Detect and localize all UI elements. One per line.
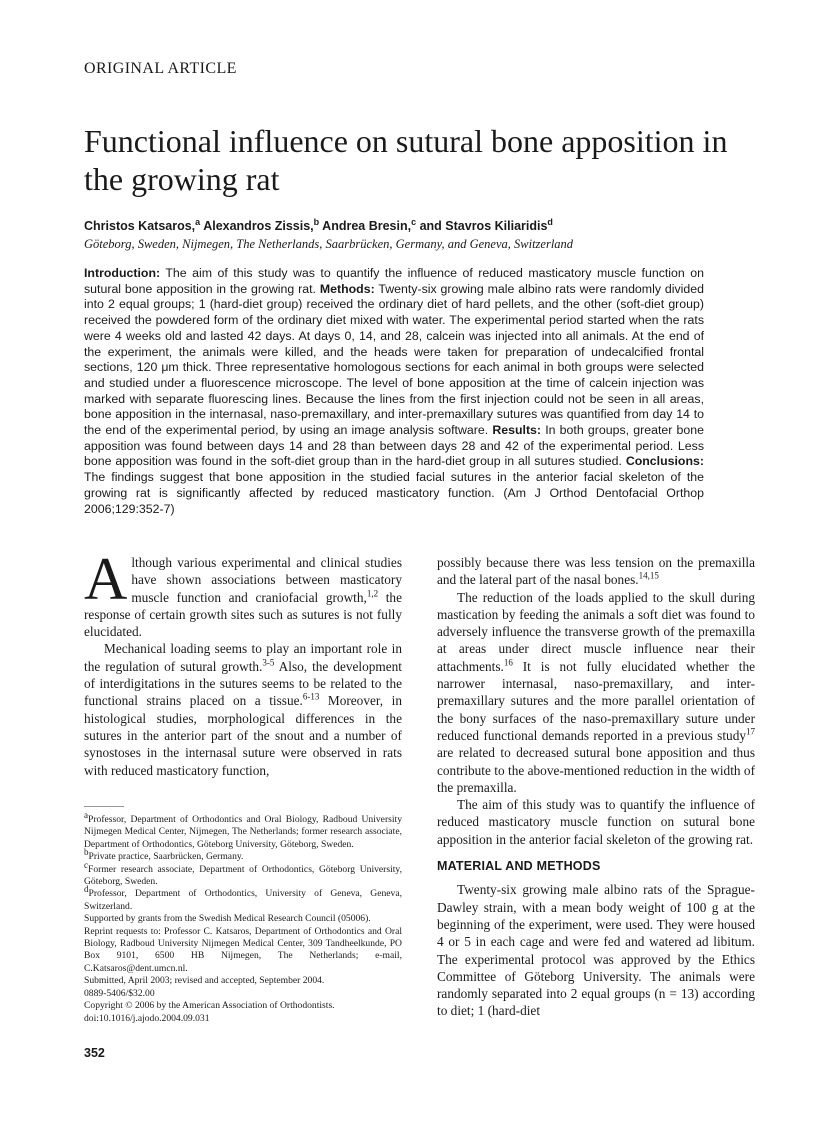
citation-ref: 16 — [503, 657, 513, 668]
body-text: are related to decreased sutural bone apposition and thus contribute to the above-mentioned reduction in the width of the premaxilla. — [437, 745, 755, 795]
footnote — [84, 988, 402, 1000]
abstract-conclusions-label: Conclusions: — [625, 454, 704, 469]
body-column-left — [84, 546, 402, 779]
citation-ref: 6-13 — [302, 691, 320, 702]
author-name: Andrea Bresin, — [322, 219, 412, 233]
footnote-marker: a — [84, 809, 88, 820]
body-text: possibly because there was less tension on the premaxilla and the lateral part of the nasal bones. — [437, 555, 755, 588]
citation-ref: 1,2 — [366, 588, 379, 599]
abstract-intro-text: The aim of this study was to quantify the influence of reduced masticatory muscle function on sutural bone apposition in the growing rat. — [84, 266, 704, 296]
body-paragraph — [84, 546, 402, 640]
footnote-text: Copyright © 2006 by the American Association of Orthodontists. — [84, 1000, 335, 1012]
footnote — [84, 975, 402, 987]
page-number: 352 — [84, 1046, 105, 1060]
footnote — [84, 1000, 402, 1012]
body-text: the response of certain growth sites such as sutures is not fully elucidated. — [84, 589, 402, 640]
footnote — [84, 859, 402, 889]
footnote — [84, 847, 402, 863]
footnotes — [84, 809, 402, 1025]
drop-cap: A — [84, 546, 128, 612]
body-text: It is not fully elucidated whether the narrower internasal, naso-premaxillary, and inter-premaxillary sutures and the more parallel orientation of the bony surfaces of the naso-premaxillary suture under reduced functional demands reported in a previous study — [437, 658, 755, 743]
footnote-text: doi:10.1016/j.ajodo.2004.09.031 — [84, 1012, 210, 1024]
footnote-marker: d — [84, 884, 89, 895]
abstract-methods-text: Twenty-six growing male albino rats were randomly divided into 2 equal groups; 1 (hard-diet group) received the ordinary diet of hard pellets, and the other (soft-diet group) received the powdered form of the ordinary diet mixed with water. The experimental period started when the rats were 4 weeks old and lasted 42 days. At days 0, 14, and 28, calcein was injected into all animals. At the end of the experiment, the animals were killed, and the heads were taken for preparation of undecalcified frontal sections, 120 μm thick. Three representative homologous sections for each animal in both groups were selected and studied under a fluorescence microscope. The level of bone apposition at the time of calcein injection was marked with separate fluorescing lines. Because the lines from the first injection could not be seen in all areas, bone apposition in the internasal, naso-premaxillary, and inter-premaxillary sutures was quantified from day 14 to the end of the experimental period, by using an image analysis software. — [84, 281, 704, 438]
section-label: ORIGINAL ARTICLE — [84, 60, 237, 77]
footnote-text: Former research associate, Department of Orthodontics, Göteborg University, Göteborg, Sweden. — [84, 863, 402, 888]
body-paragraph — [84, 640, 402, 778]
body-paragraph — [437, 554, 755, 589]
body-text: lthough various experimental and clinical studies have shown associations between masticatory muscle function and craniofacial growth, — [131, 555, 402, 605]
body-text: Mechanical loading seems to play an important role in the regulation of sutural growth. — [84, 641, 402, 674]
footnote-text: Reprint requests to: Professor C. Katsaros, Department of Orthodontics and Oral Biology, Radboud University Nijmegen Medical Center, 309 Tandheelkunde, PO Box 9101, 6500 HB Nijmegen, The Netherlands; e-mail, C.Katsaros@dent.umcn.nl. — [84, 925, 402, 974]
abstract-methods-label: Methods: — [319, 281, 375, 296]
author-name: and Stavros Kiliaridis — [419, 219, 548, 233]
abstract-intro-label: Introduction: — [84, 266, 161, 280]
author-affil-sup: b — [313, 216, 320, 227]
author-name: Alexandros Zissis, — [203, 219, 314, 233]
author-list — [84, 216, 553, 233]
footnote-marker: b — [84, 847, 89, 858]
citation-ref: 17 — [746, 726, 755, 737]
footnote-text: Supported by grants from the Swedish Medical Research Council (05006). — [84, 913, 371, 925]
citation-ref: 14,15 — [638, 570, 659, 581]
body-text: Also, the development of interdigitations in the sutures seems to be related to the functional strains placed on a tissue. — [84, 658, 402, 709]
footnote-text: Professor, Department of Orthodontics and Oral Biology, Radboud University Nijmegen Medical Center, Nijmegen, The Netherlands; former research associate, Department of Orthodontics, Göteborg University, Göteborg, Sweden. — [84, 814, 402, 850]
abstract-results-text: In both groups, greater bone apposition was found between days 14 and 28 than between days 28 and 42 of the experimental period. Less bone apposition was found in the soft-diet group than in the hard-diet group in all sutures studied. — [84, 423, 704, 469]
affiliation: Göteborg, Sweden, Nijmegen, The Netherlands, Saarbrücken, Germany, and Geneva, Switzerland — [84, 237, 574, 251]
section-heading-methods: MATERIAL AND METHODS — [437, 859, 601, 874]
abstract-conclusions-text: The findings suggest that bone apposition in the studied facial sutures in the anterior facial skeleton of the growing rat is significantly affected by reduced masticatory function. (Am J Orthod Dentofacial Orthop 2006;129:352-7) — [84, 470, 704, 516]
author-affil-sup: d — [547, 216, 553, 227]
footnote — [84, 926, 402, 976]
body-paragraph: The aim of this study was to quantify the influence of reduced masticatory muscle function on sutural bone apposition in the anterior facial skeleton of the growing rat. — [437, 797, 755, 847]
body-column-right — [437, 554, 755, 1020]
abstract-results-label: Results: — [492, 423, 542, 438]
footnote-marker: c — [84, 859, 88, 870]
body-text: Moreover, in histological studies, morphological differences in the sutures in the anterior part of the snout and a number of synostoses in the internasal suture were observed in rats with reduced masticatory function, — [84, 693, 402, 778]
author-affil-sup: a — [195, 216, 201, 227]
citation-ref: 3-5 — [262, 657, 275, 668]
author-name: Christos Katsaros, — [84, 219, 196, 233]
body-text: The reduction of the loads applied to the skull during mastication by feeding the animals a soft diet was found to adversely influence the transverse growth of the premaxilla at areas under direct muscle influence near their attachments. — [437, 589, 755, 674]
footnote-text: Private practice, Saarbrücken, Germany. — [88, 851, 244, 863]
author-affil-sup: c — [411, 216, 417, 227]
footnote — [84, 913, 402, 925]
footnote-text: Professor, Department of Orthodontics, University of Geneva, Geneva, Switzerland. — [84, 888, 402, 912]
footnote-divider — [84, 806, 124, 807]
abstract — [84, 266, 704, 517]
footnote — [84, 884, 402, 913]
footnote — [84, 1013, 402, 1025]
article-title: Functional influence on sutural bone apposition in the growing rat — [84, 123, 728, 197]
body-paragraph: Twenty-six growing male albino rats of the Sprague-Dawley strain, with a mean body weight of 100 g at the beginning of the experiment, were used. They were housed 4 or 5 in each cage and were fed and watered ad libitum. The experimental protocol was approved by the Ethics Committee of Göteborg University. The animals were randomly separated into 2 equal groups (n = 13) according to diet; 1 (hard-diet — [437, 882, 755, 1019]
footnote-text: Submitted, April 2003; revised and accepted, September 2004. — [84, 975, 325, 987]
footnote-text: 0889-5406/$32.00 — [84, 987, 155, 999]
footnote — [84, 809, 402, 851]
body-paragraph — [437, 589, 755, 797]
